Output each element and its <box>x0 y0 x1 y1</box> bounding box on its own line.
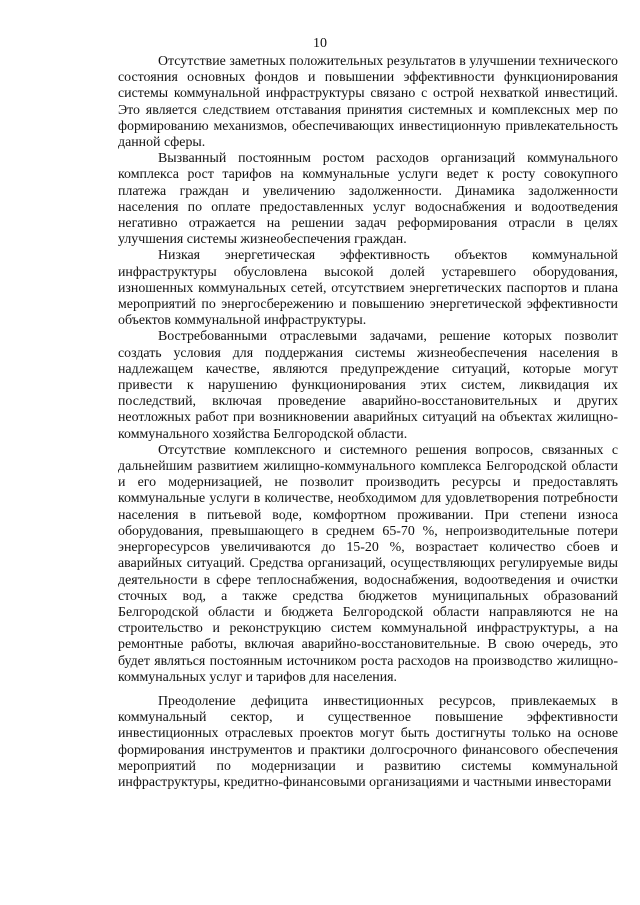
paragraph-modernization: Отсутствие комплексного и системного решения вопросов, связанных с дальнейшим развитием жилищно-коммунального комплекса Белгородской области и его модернизацией, не позволит производить ресурсы и предоставлять коммунальные услуги в количестве, необходимом для удовлетворения потребности населения в питьевой воде, комфортном проживании. При степени износа оборудования, превышающего в среднем 65-70 %, непроизводительные потери энергоресурсов увеличиваются до 15-20 %, возрастает количество сбоев и аварийных ситуаций. Средства организаций, осуществляющих регулируемые виды деятельности в сфере теплоснабжения, водоснабжения, водоотведения и очистки сточных вод, а также средства бюджетов муниципальных образований Белгородской области и бюджета Белгородской области направляются не на строительство и реконструкцию систем коммунальной инфраструктуры, а на ремонтные работы, включая аварийно-восстановительные. В свою очередь, это будет являться постоянным источником роста расходов на производство жилищно-коммунальных услуг и тарифов для населения. <box>118 442 618 685</box>
page-number: 10 <box>313 36 327 51</box>
paragraph-tariff-growth: Вызванный постоянным ростом расходов организаций коммунального комплекса рост тарифов на коммунальные услуги ведет к росту совокупного платежа граждан и увеличению задолженности. Динамика задолженности населения по оплате предоставленных услуг водоснабжения и водоотведения негативно отражается на решении задач реформирования отрасли в целях улучшения системы жизнеобеспечения граждан. <box>118 151 618 248</box>
paragraph-sector-tasks: Востребованными отраслевыми задачами, решение которых позволит создать условия для поддержания системы жизнеобеспечения населения в надлежащем качестве, являются предупреждение ситуаций, которые могут привести к нарушению функционирования этих систем, ликвидация их последствий, включая проведение аварийно-восстановительных и других неотложных работ при возникновении аварийных ситуаций на объектах жилищно-коммунального хозяйства Белгородской области. <box>118 329 618 442</box>
paragraph-investment-deficit: Преодоление дефицита инвестиционных ресурсов, привлекаемых в коммунальный сектор, и существенное повышение эффективности инвестиционных отраслевых проектов могут быть достигнуты только на основе формирования инструментов и практики долгосрочного финансового обеспечения мероприятий по модернизации и развитию системы коммунальной инфраструктуры, кредитно-финансовыми организациями и частными инвесторами <box>118 693 618 790</box>
document-body <box>118 54 618 791</box>
paragraph-investment-shortage: Отсутствие заметных положительных результатов в улучшении технического состояния основных фондов и повышении эффективности функционирования системы коммунальной инфраструктуры связано с острой нехваткой инвестиций. Это является следствием отставания принятия системных и комплексных мер по формированию механизмов, обеспечивающих инвестиционную привлекательность данной сферы. <box>118 54 618 151</box>
paragraph-energy-efficiency: Низкая энергетическая эффективность объектов коммунальной инфраструктуры обусловлена высокой долей устаревшего оборудования, изношенных коммунальных сетей, отсутствием энергетических паспортов и плана мероприятий по энергосбережению и повышению энергетической эффективности объектов коммунальной инфраструктуры. <box>118 248 618 329</box>
